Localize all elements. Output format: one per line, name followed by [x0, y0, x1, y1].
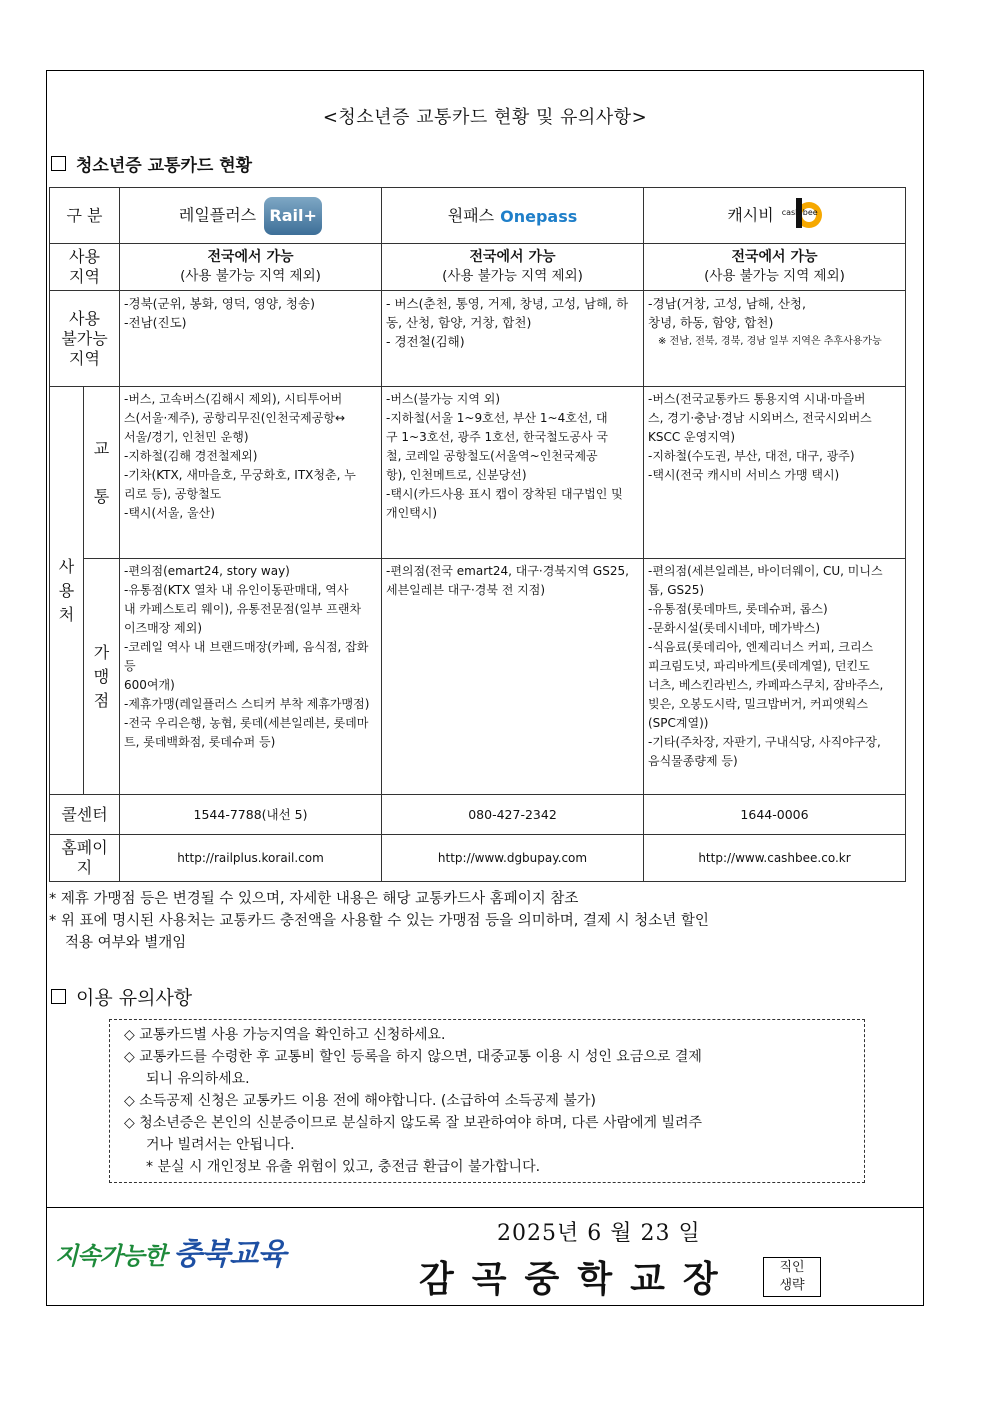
note-2: * 위 표에 명시된 사용처는 교통카드 충전액을 사용할 수 있는 가맹점 등을 의미하며, 결제 시 청소년 할인: [49, 913, 709, 929]
homepage-cashbee-link[interactable]: http://www.cashbee.co.kr: [644, 835, 906, 882]
callcenter-cashbee: 1644-0006: [644, 795, 906, 835]
railplus-logo-icon: Rail+: [264, 197, 322, 235]
transport-rail: -버스, 고속버스(김해시 제외), 시티투어버 스(서울·제주), 공항리무진(인천국제공항↔ 서울/경기, 인천민 운행) -지하철(김해 경전철제외) -기차(KTX, 새마을호, 무궁화호, ITX청춘, 누 리로 등), 공항철도 -택시(서울, 울산): [120, 387, 382, 559]
usage-area-onepass: [382, 244, 644, 291]
header-onepass: [382, 188, 644, 244]
transport-label: 교 통: [84, 387, 120, 559]
merchant-row: [50, 559, 906, 795]
header-category: 구 분: [50, 188, 120, 244]
transport-row: [50, 387, 906, 559]
usage-sub: (사용 불가능 지역 제외): [442, 268, 583, 284]
callcenter-onepass: 080-427-2342: [382, 795, 644, 835]
note-1: * 제휴 가맹점 등은 변경될 수 있으며, 자세한 내용은 해당 교통카드사 홈페이지 참조: [49, 891, 579, 907]
merchant-label: 가 맹 점: [84, 559, 120, 795]
transport-onepass: -버스(불가능 지역 외) -지하철(서울 1~9호선, 부산 1~4호선, 대 구 1~3호선, 광주 1호선, 한국철도공사 국 철, 코레일 공항철도(서울역~인천국제공 항), 인천메트로, 신분당선) -택시(카드사용 표시 캡이 장착된 대구법인 및 개인택시): [382, 387, 644, 559]
caution-box: [109, 1019, 865, 1183]
unavailable-onepass: - 버스(춘천, 통영, 거제, 창녕, 고성, 남해, 하 동, 산청, 함양, 거창, 합천) - 경전철(김해): [382, 291, 644, 387]
unavailable-cashbee: [644, 291, 906, 387]
caution-item: 거나 빌려서는 안됩니다.: [146, 1137, 295, 1153]
note-3: 적용 여부와 별개임: [65, 935, 187, 951]
principal-name: 감곡중학교장: [419, 1259, 736, 1300]
unavailable-cashbee-note: ※ 전남, 전북, 경북, 경남 일부 지역은 추후사용가능: [658, 336, 882, 347]
slogan-emphasis: 충북교육: [173, 1237, 286, 1272]
section-heading-caution: [51, 983, 192, 1010]
merchant-rail: -편의점(emart24, story way) -유통점(KTX 열차 내 유인이동판매대, 역사 내 카페스토리 웨이), 유통전문점(일부 프랜차 이즈매장 제외) -코레일 역사 내 브랜드매장(카페, 음식점, 잡화 등 600여개) -제휴가맹(레일플러스 스티커 부착 제휴가맹점) -전국 우리은행, 농협, 롯데(세븐일레븐, 롯데마 트, 롯데백화점, 롯데슈퍼 등): [120, 559, 382, 795]
callcenter-row: [50, 795, 906, 835]
usage-area-rail: [120, 244, 382, 291]
merchant-onepass: -편의점(전국 emart24, 대구·경북지역 GS25, 세븐일레븐 대구·경북 전 지점): [382, 559, 644, 795]
header-cashbee: [644, 188, 906, 244]
slogan-text: 지속가능한: [55, 1242, 174, 1270]
footer-divider: [47, 1207, 923, 1208]
section-title: 이용 유의사항: [76, 987, 193, 1009]
usage-sub: (사용 불가능 지역 제외): [704, 268, 845, 284]
cashbee-logo-text: cash bee: [781, 207, 818, 217]
caution-item: * 분실 시 개인정보 유출 위험이 있고, 충전금 환급이 불가합니다.: [146, 1159, 541, 1175]
header-railplus: [120, 188, 382, 244]
caution-item: 되니 유의하세요.: [146, 1071, 250, 1087]
section-title: 청소년증 교통카드 현황: [76, 156, 253, 176]
homepage-label: 홈페이지: [50, 835, 120, 882]
callcenter-label: 콜센터: [50, 795, 120, 835]
card-table: [49, 187, 906, 882]
homepage-row: [50, 835, 906, 882]
caution-item: ◇ 교통카드별 사용 가능지역을 확인하고 신청하세요.: [124, 1027, 446, 1043]
homepage-rail-link[interactable]: http://railplus.korail.com: [120, 835, 382, 882]
table-header-row: [50, 188, 906, 244]
document-frame: [46, 70, 924, 1306]
unavailable-rail: -경북(군위, 봉화, 영덕, 영양, 청송) -전남(진도): [120, 291, 382, 387]
callcenter-rail: 1544-7788(내선 5): [120, 795, 382, 835]
usage-area-label: 사용 지역: [50, 244, 120, 291]
onepass-logo-icon: Onepass: [500, 206, 578, 226]
railplus-label: 레일플러스: [178, 205, 257, 224]
usage-area-row: [50, 244, 906, 291]
unavailable-row: [50, 291, 906, 387]
caution-item: ◇ 소득공제 신청은 교통카드 이용 전에 해야합니다. (소급하여 소득공제 불가): [124, 1093, 596, 1109]
cashbee-logo-icon: [782, 198, 822, 234]
transport-cashbee: -버스(전국교통카드 통용지역 시내·마을버 스, 경기·충남·경남 시외버스, 전국시외버스 KSCC 운영지역) -지하철(수도권, 부산, 대전, 대구, 광주) -택시(전국 캐시비 서비스 가맹 택시): [644, 387, 906, 559]
checkbox-square-icon: [51, 156, 66, 171]
cashbee-label: 캐시비: [727, 205, 774, 224]
usage-main: 전국에서 가능: [469, 249, 556, 265]
caution-item: ◇ 청소년증은 본인의 신분증이므로 분실하지 않도록 잘 보관하여야 하며, 다른 사람에게 빌려주: [124, 1115, 703, 1131]
onepass-label: 원패스: [447, 205, 495, 225]
page-title: <청소년증 교통카드 현황 및 유의사항>: [322, 107, 648, 128]
homepage-onepass-link[interactable]: http://www.dgbupay.com: [382, 835, 644, 882]
usage-area-cashbee: [644, 244, 906, 291]
usage-place-label: 사 용 처: [50, 387, 84, 795]
unavailable-label: 사용 불가능 지역: [50, 291, 120, 387]
slogan-logo: [55, 1229, 285, 1273]
merchant-cashbee: -편의점(세븐일레븐, 바이더웨이, CU, 미니스 톱, GS25) -유통점(롯데마트, 롯데슈퍼, 롭스) -문화시설(롯데시네마, 메가박스) -식음료(롯데리아, 엔제리너스 커피, 크리스 피크림도넛, 파리바게트(롯데계열), 던킨도 너츠, 베스킨라빈스, 카페파스쿠치, 잠바주스, 빚은, 오봉도시락, 밀크밥버거, 커피앳웍스 (SPC계열)) -기타(주차장, 자판기, 구내식당, 사직야구장, 음식물종량제 등): [644, 559, 906, 795]
issue-date: 2025년 6 월 23 일: [497, 1221, 701, 1246]
usage-sub: (사용 불가능 지역 제외): [180, 268, 321, 284]
section-heading-status: [51, 151, 252, 176]
unavailable-cashbee-text: -경남(거창, 고성, 남해, 산청, 창녕, 하동, 함양, 합천): [648, 296, 806, 330]
seal-omitted-stamp: 직인 생략: [763, 1257, 821, 1297]
caution-item: ◇ 교통카드를 수령한 후 교통비 할인 등록을 하지 않으면, 대중교통 이용 시 성인 요금으로 결제: [124, 1049, 702, 1065]
usage-main: 전국에서 가능: [207, 249, 294, 265]
usage-main: 전국에서 가능: [731, 249, 818, 265]
checkbox-square-icon: [51, 989, 66, 1004]
